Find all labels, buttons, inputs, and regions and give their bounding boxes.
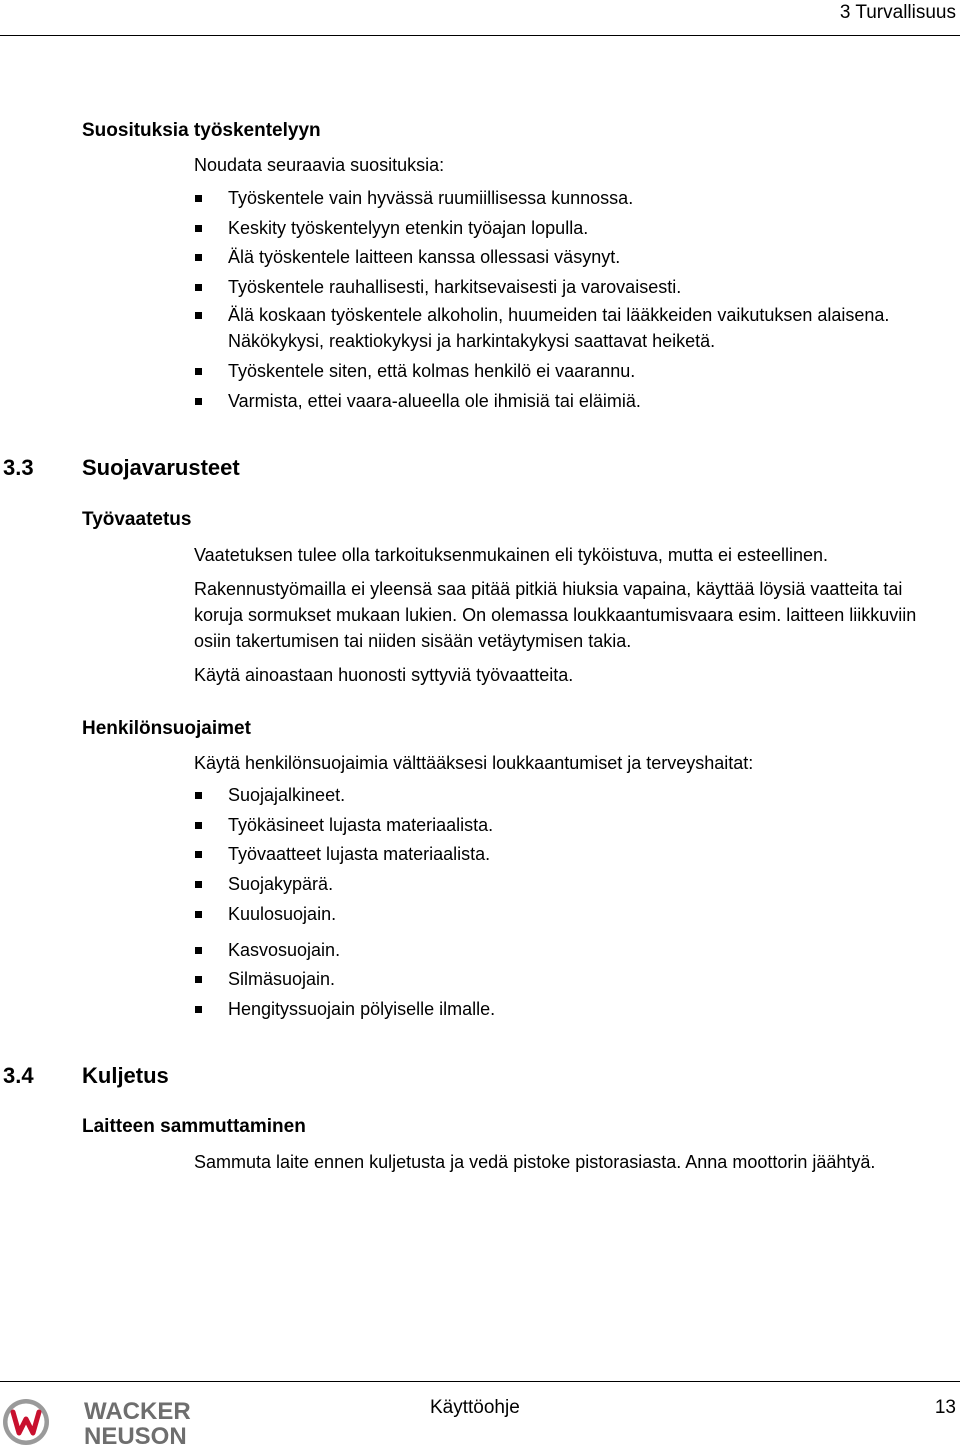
section-title: Kuljetus bbox=[82, 1063, 169, 1088]
list-item: Työskentele siten, että kolmas henkilö ei vaarannu. bbox=[194, 357, 958, 387]
wacker-neuson-logo bbox=[2, 1395, 212, 1452]
ppe-intro: Käytä henkilönsuojaimia välttääksesi loukkaantumiset ja terveyshaitat: bbox=[194, 753, 754, 773]
workwear-heading: Työvaatetus bbox=[82, 509, 192, 530]
shutdown-text: Sammuta laite ennen kuljetusta ja vedä pistoke pistorasiasta. Anna moottorin jäähtyä. bbox=[194, 1152, 876, 1172]
section-number: 3.3 bbox=[3, 455, 34, 480]
section-title: Suojavarusteet bbox=[82, 455, 240, 480]
list-item: Työskentele vain hyvässä ruumiillisessa kunnossa. bbox=[194, 184, 958, 214]
list-item: Keskity työskentelyyn etenkin työajan lopulla. bbox=[194, 214, 958, 244]
list-item: Älä koskaan työskentele alkoholin, huumeiden tai lääkkeiden vaikutuksen alaisena. Näkökykysi, reaktiokykysi ja harkintakykysi saattavat heiketä. bbox=[194, 302, 938, 354]
recommendations-heading: Suosituksia työskentelyyn bbox=[82, 120, 321, 141]
ppe-heading: Henkilönsuojaimet bbox=[82, 718, 251, 739]
section-3-3-heading bbox=[3, 455, 240, 481]
list-item: Silmäsuojain. bbox=[194, 965, 958, 995]
recommendations-intro: Noudata seuraavia suosituksia: bbox=[194, 155, 445, 175]
list-item: Kasvosuojain. bbox=[194, 936, 958, 966]
section-number: 3.4 bbox=[3, 1063, 34, 1088]
list-item: Kuulosuojain. bbox=[194, 900, 958, 930]
brand-line-1: WACKER bbox=[84, 1398, 191, 1425]
list-item: Työkäsineet lujasta materiaalista. bbox=[194, 811, 958, 841]
workwear-paragraph: Rakennustyömailla ei yleensä saa pitää pitkiä hiuksia vapaina, käyttää löysiä vaatteita tai koruja sormukset mukaan lukien. On olemassa loukkaantumisvaara esim. laitteen liikkuviin osiin takertumisen tai niiden sisään vetäytymisen takia. bbox=[194, 579, 917, 651]
workwear-paragraph: Vaatetuksen tulee olla tarkoituksenmukainen eli tyköistuva, mutta ei esteellinen. bbox=[194, 545, 829, 565]
footer-divider bbox=[0, 1381, 960, 1382]
shutdown-heading: Laitteen sammuttaminen bbox=[82, 1116, 306, 1137]
recommendations-list bbox=[194, 184, 958, 416]
header-divider bbox=[0, 35, 960, 36]
page-number: 13 bbox=[934, 1397, 956, 1418]
section-3-4-heading bbox=[3, 1063, 169, 1089]
list-item: Suojakypärä. bbox=[194, 870, 958, 900]
list-item: Älä työskentele laitteen kanssa ollessasi väsynyt. bbox=[194, 243, 958, 273]
recommendations-block bbox=[194, 152, 958, 416]
workwear-block bbox=[194, 542, 958, 696]
ppe-list bbox=[194, 781, 958, 1025]
list-item: Hengityssuojain pölyiselle ilmalle. bbox=[194, 995, 958, 1025]
list-item: Varmista, ettei vaara-alueella ole ihmisiä tai eläimiä. bbox=[194, 387, 958, 417]
brand-line-2: NEUSON bbox=[84, 1423, 187, 1447]
workwear-paragraph: Käytä ainoastaan huonosti syttyviä työvaatteita. bbox=[194, 665, 574, 685]
ppe-block bbox=[194, 750, 958, 1025]
document-title: Käyttöohje bbox=[430, 1397, 520, 1418]
list-item: Työskentele rauhallisesti, harkitsevaisesti ja varovaisesti. bbox=[194, 273, 958, 303]
list-item: Suojajalkineet. bbox=[194, 781, 958, 811]
wacker-neuson-logo-icon bbox=[2, 1395, 212, 1447]
list-item: Työvaatteet lujasta materiaalista. bbox=[194, 840, 958, 870]
chapter-header: 3 Turvallisuus bbox=[839, 2, 956, 23]
